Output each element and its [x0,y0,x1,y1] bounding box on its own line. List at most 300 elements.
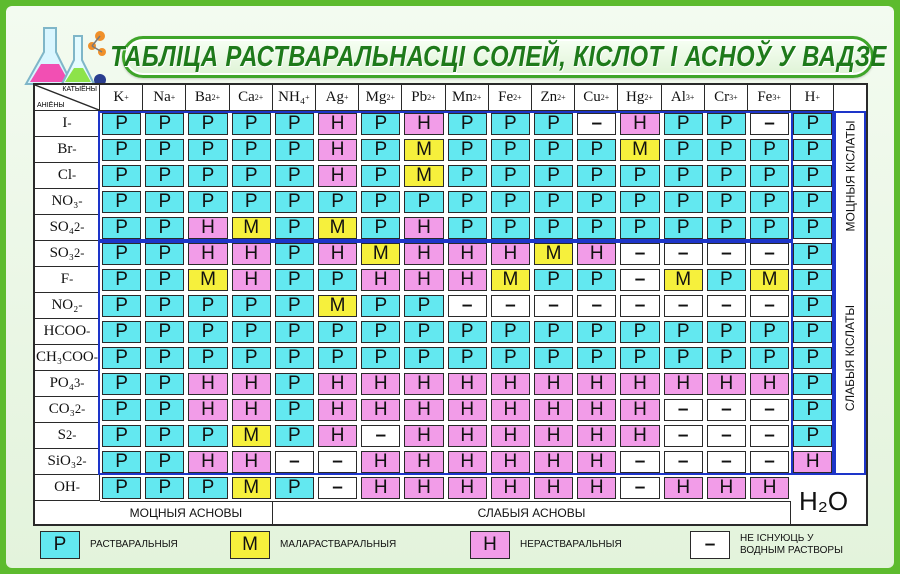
solubility-cell: Р [188,295,227,317]
solubility-cell: Р [793,243,832,265]
solubility-cell: Р [102,347,141,369]
solubility-cell: Н [404,399,443,421]
solubility-cell: Н [620,399,659,421]
ion-charge: 2- [65,428,77,442]
solubility-cell: Н [361,399,400,421]
solubility-cell: Р [361,165,400,187]
solubility-cell: Н [664,373,703,395]
ion-symbol: CO₃ [48,401,75,417]
cation-header [143,85,186,111]
solubility-cell: Р [620,321,659,343]
solubility-cell: – [707,243,746,265]
solubility-cell: Р [534,165,573,187]
ion-charge: - [72,142,77,156]
solubility-cell: Р [707,217,746,239]
solubility-cell: Р [750,347,789,369]
solubility-cell: Р [275,269,314,291]
ion-charge: 2- [74,402,86,416]
legend-swatch: М [230,531,270,559]
legend-text-line: НЕ ІСНУЮЦЬ У [740,533,814,544]
solubility-cell: Р [793,113,832,135]
cation-header [359,85,402,111]
solubility-cell: Р [232,347,271,369]
solubility-cell: Р [707,347,746,369]
solubility-cell: Р [145,399,184,421]
solubility-cell: Р [145,451,184,473]
ion-charge: - [86,324,91,338]
ion-symbol: Al [670,89,686,105]
solubility-cell: Р [145,243,184,265]
solubility-cell: Р [707,321,746,343]
solubility-cell: Р [707,113,746,135]
solubility-cell: Н [448,451,487,473]
solubility-cell: Н [361,477,400,499]
ion-symbol: Ba [194,89,212,105]
solubility-cell: Н [318,139,357,161]
solubility-cell: Р [102,451,141,473]
solubility-cell: Н [448,269,487,291]
solubility-cell: Р [361,321,400,343]
solubility-cell: Р [275,347,314,369]
legend-swatch: Н [470,531,510,559]
solubility-cell: Н [318,165,357,187]
solubility-cell: М [620,139,659,161]
ion-charge: - [78,298,83,312]
solubility-cell: Р [102,321,141,343]
solubility-cell: М [232,477,271,499]
solubility-cell: М [491,269,530,291]
solubility-cell: Р [145,113,184,135]
solubility-cell: Р [491,113,530,135]
legend-text: НЕРАСТВАРАЛЬНЫЯ [520,539,622,550]
solubility-cell: Р [275,321,314,343]
cation-header [618,85,661,111]
solubility-cell: Р [102,191,141,213]
cation-header [791,85,834,111]
solubility-cell: – [534,295,573,317]
solubility-cell: Р [577,191,616,213]
solubility-cell: Р [102,295,141,317]
ion-charge: - [93,350,98,364]
ion-symbol: I [62,115,68,131]
ion-symbol: Na [153,89,171,105]
solubility-cell: Р [102,243,141,265]
solubility-cell: Р [750,165,789,187]
anion-header [35,449,100,475]
ion-charge: 2+ [254,93,264,102]
solubility-cell: Н [577,399,616,421]
ion-symbol: Mn [452,89,473,105]
solubility-cell: Р [361,295,400,317]
solubility-cell: Р [145,373,184,395]
ion-symbol: HCOO [43,323,87,339]
solubility-cell: М [404,165,443,187]
solubility-cell: Р [188,425,227,447]
solubility-cell: Р [793,347,832,369]
solubility-cell: М [664,269,703,291]
solubility-cell: Р [102,269,141,291]
solubility-cell: Р [620,191,659,213]
solubility-cell: Р [318,321,357,343]
strong-acids-label-text: МОЦНЫЯ КІСЛАТЫ [843,120,858,232]
solubility-cell: Н [318,373,357,395]
solubility-cell: Н [491,451,530,473]
solubility-cell: Р [188,165,227,187]
solubility-cell: Н [491,425,530,447]
solubility-cell: – [707,295,746,317]
ion-symbol: Zn [540,89,558,105]
solubility-cell: Р [102,477,141,499]
legend-text: РАСТВАРАЛЬНЫЯ [90,539,178,550]
solubility-cell: Р [275,191,314,213]
solubility-cell: Н [318,425,357,447]
solubility-cell: Р [491,165,530,187]
anion-header [35,345,100,371]
solubility-cell: Р [577,269,616,291]
solubility-cell: Н [232,451,271,473]
solubility-cell: Н [188,243,227,265]
ion-symbol: Cl [57,167,72,183]
anions-axis-label: АНІЁНЫ [37,102,65,109]
solubility-cell: Р [102,399,141,421]
solubility-cell: Р [361,217,400,239]
solubility-cell: Н [534,477,573,499]
solubility-cell: М [404,139,443,161]
solubility-cell: – [664,399,703,421]
solubility-cell: М [188,269,227,291]
cation-header [402,85,445,111]
solubility-cell: Н [664,477,703,499]
solubility-cell: Р [102,373,141,395]
solubility-cell: Р [664,217,703,239]
solubility-cell: Н [448,243,487,265]
solubility-cell: Н [534,373,573,395]
solubility-cell: – [318,477,357,499]
solubility-cell: Р [188,191,227,213]
water-formula: H₂O [798,485,849,516]
solubility-cell: М [318,217,357,239]
solubility-cell: Р [275,217,314,239]
solubility-cell: Р [145,217,184,239]
legend-swatch: – [690,531,730,559]
solubility-cell: Р [145,425,184,447]
solubility-cell: – [491,295,530,317]
solubility-cell: Н [232,269,271,291]
cation-header [532,85,575,111]
ion-symbol: Pb [411,89,428,105]
weak-acids-label-text: СЛАБЫЯ КІСЛАТЫ [843,304,858,412]
solubility-cell: М [232,425,271,447]
legend-item [230,530,396,560]
solubility-cell: Н [188,217,227,239]
solubility-cell: Р [275,373,314,395]
solubility-cell: Н [577,243,616,265]
solubility-cell: Р [534,113,573,135]
solubility-cell: Р [707,139,746,161]
solubility-cell: Р [404,321,443,343]
solubility-cell: Н [404,373,443,395]
solubility-cell: М [534,243,573,265]
solubility-cell: Р [793,139,832,161]
solubility-cell: Н [707,477,746,499]
solubility-cell: Р [145,191,184,213]
title-banner [109,36,887,78]
solubility-cell: Р [232,191,271,213]
solubility-cell: Р [534,139,573,161]
solubility-cell: Р [318,191,357,213]
solubility-cell: Р [232,165,271,187]
ion-charge: 3- [73,376,85,390]
solubility-cell: Р [664,139,703,161]
solubility-cell: Р [793,399,832,421]
solubility-cell: Н [577,373,616,395]
anion-header [35,397,100,423]
solubility-cell: – [750,399,789,421]
weak-acids-label [834,241,866,475]
ion-symbol: PO₄ [49,375,74,391]
ion-symbol: NO₂ [51,297,79,313]
solubility-cell: Н [534,425,573,447]
ion-charge: 2+ [600,93,610,102]
anion-header [35,163,100,189]
solubility-cell: Р [361,139,400,161]
solubility-cell: Р [750,321,789,343]
solubility-cell: Н [404,217,443,239]
solubility-cell: Н [448,425,487,447]
solubility-cell: Р [404,191,443,213]
solubility-cell: Р [448,113,487,135]
solubility-cell: – [620,295,659,317]
solubility-cell: Р [102,425,141,447]
solubility-cell: Н [404,269,443,291]
solubility-cell: – [620,243,659,265]
solubility-cell: Р [145,477,184,499]
solubility-cell: Р [707,165,746,187]
ion-charge: 3+ [729,93,738,102]
ion-symbol: Ca [238,89,255,105]
ion-symbol: Fe [757,89,773,105]
solubility-cell: Р [448,347,487,369]
ion-charge: 2- [76,454,87,468]
ion-charge: 2- [73,246,85,260]
solubility-cell: Н [620,113,659,135]
solubility-cell: Р [361,113,400,135]
solubility-cell: Р [577,347,616,369]
anion-header [35,189,100,215]
cation-header [446,85,489,111]
solubility-cell: – [664,451,703,473]
solubility-cell: Р [448,139,487,161]
solubility-cell: Р [404,295,443,317]
legend-item [470,530,622,560]
solubility-cell: – [664,295,703,317]
solubility-cell: Р [275,399,314,421]
legend-item [40,530,178,560]
solubility-cell: Н [534,399,573,421]
anion-header [35,111,100,137]
solubility-cell: Р [188,113,227,135]
ion-charge: 2+ [472,93,482,102]
ion-symbol: OH [54,479,76,495]
solubility-cell: – [707,451,746,473]
anion-header [35,267,100,293]
solubility-cell: Н [620,425,659,447]
ion-symbol: H [804,89,816,105]
anion-header [35,371,100,397]
solubility-cell: – [750,425,789,447]
solubility-cell: – [275,451,314,473]
solubility-cell: Н [232,373,271,395]
solubility-cell: Н [448,477,487,499]
solubility-cell: Р [534,269,573,291]
solubility-cell: Р [232,113,271,135]
ion-symbol: SiO₃ [47,453,77,469]
legend-text-line: ВОДНЫМ РАСТВОРЫ [740,545,843,556]
cation-header [575,85,618,111]
solubility-cell: Р [361,191,400,213]
ion-charge: 3+ [685,93,695,102]
solubility-cell: Н [188,373,227,395]
solubility-cell: Р [793,269,832,291]
legend-swatch: Р [40,531,80,559]
solubility-cell: Р [793,425,832,447]
ion-symbol: Cu [583,89,601,105]
solubility-cell: Р [404,347,443,369]
solubility-cell: Р [188,347,227,369]
solubility-cell: Р [188,477,227,499]
solubility-cell: Р [145,295,184,317]
anion-header [35,215,100,241]
ion-charge: - [69,272,74,286]
ion-symbol: SO₃ [49,245,74,261]
cation-header [273,85,316,111]
ion-charge: + [815,93,820,102]
solubility-cell: Н [232,243,271,265]
ion-charge: - [78,194,83,208]
ion-charge: + [170,93,176,102]
solubility-cell: – [750,295,789,317]
solubility-cell: Н [448,399,487,421]
solubility-cell: М [361,243,400,265]
solubility-cell: Р [534,321,573,343]
solubility-cell: Р [664,113,703,135]
solubility-cell: Н [491,243,530,265]
solubility-cell: Н [361,269,400,291]
solubility-cell: – [448,295,487,317]
ion-symbol: NO₃ [51,193,79,209]
solubility-cell: Н [577,451,616,473]
ion-symbol: SO₄ [49,219,74,235]
solubility-cell: Р [664,321,703,343]
ion-symbol: Cr [714,89,730,105]
solubility-cell: Н [750,477,789,499]
solubility-cell: Р [275,243,314,265]
cation-header [186,85,229,111]
flask-illustration-icon [16,16,111,88]
ion-charge: 2- [73,220,85,234]
ion-symbol: F [60,271,70,287]
solubility-cell: Р [793,295,832,317]
ion-charge: + [344,93,349,102]
solubility-cell: Н [318,243,357,265]
solubility-table [33,83,868,526]
solubility-cell: Р [102,165,141,187]
solubility-cell: Р [232,295,271,317]
ion-charge: 2+ [211,93,221,102]
anion-header [35,293,100,319]
solubility-cell: Р [102,113,141,135]
solubility-cell: Р [707,191,746,213]
solubility-cell: Р [620,165,659,187]
page-title: ТАБЛІЦА РАСТВАРАЛЬНАСЦІ СОЛЕЙ, КІСЛОТ І АСНОЎ У ВАДЗЕ [109,40,887,73]
ion-symbol: Br [57,141,73,157]
solubility-cell: – [750,451,789,473]
solubility-cell: Р [707,269,746,291]
ion-symbol: K [113,89,125,105]
solubility-cell: Р [275,165,314,187]
solubility-cell: Р [534,347,573,369]
solubility-cell: Р [750,139,789,161]
solubility-cell: Р [448,217,487,239]
solubility-cell: – [664,243,703,265]
solubility-cell: Р [491,217,530,239]
solubility-cell: Н [404,477,443,499]
solubility-cell: – [707,425,746,447]
ion-charge: + [124,93,129,102]
solubility-cell: – [707,399,746,421]
solubility-cell: Р [534,191,573,213]
solubility-cell: М [750,269,789,291]
ion-symbol: Hg [626,89,645,105]
solubility-cell: Н [404,451,443,473]
solubility-cell: – [620,269,659,291]
solubility-cell: Р [318,269,357,291]
solubility-cell: Р [491,321,530,343]
solubility-cell: Р [793,191,832,213]
ion-charge: - [72,168,77,182]
solubility-cell: Р [793,165,832,187]
solubility-cell: Р [534,217,573,239]
solubility-cell: Р [275,425,314,447]
anion-header [35,319,100,345]
solubility-cell: Р [275,477,314,499]
solubility-cell: – [577,113,616,135]
solubility-cell: Р [232,139,271,161]
solubility-cell: Н [318,399,357,421]
solubility-cell: Р [145,347,184,369]
anion-header [35,241,100,267]
solubility-cell: Р [275,295,314,317]
ion-symbol: NH₄ [278,89,306,105]
solubility-cell: – [620,477,659,499]
legend-text [740,533,843,557]
solubility-cell: Р [145,165,184,187]
solubility-cell: Р [448,165,487,187]
ion-symbol: Ag [325,89,344,105]
ion-charge: 2+ [427,93,436,102]
solubility-cell: Р [664,347,703,369]
solubility-cell: Р [145,321,184,343]
solubility-cell: М [232,217,271,239]
solubility-cell: М [318,295,357,317]
solubility-cell: Р [793,321,832,343]
ion-charge: 2+ [644,93,653,102]
solubility-cell: – [361,425,400,447]
solubility-cell: Р [664,165,703,187]
solubility-cell: Н [577,425,616,447]
solubility-cell: Р [750,191,789,213]
solubility-cell: Р [793,373,832,395]
